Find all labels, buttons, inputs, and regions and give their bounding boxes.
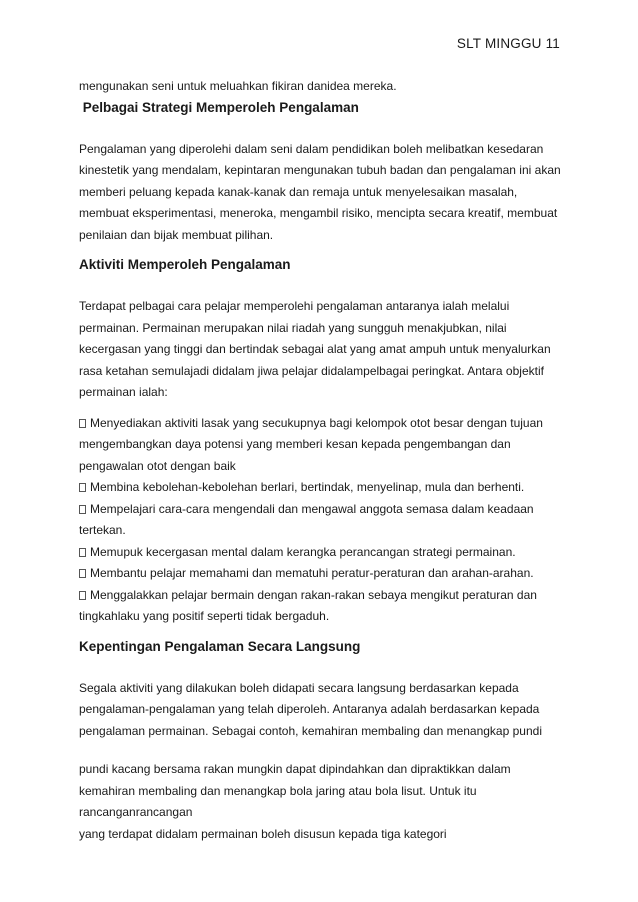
spacer (79, 628, 561, 637)
spacer (79, 118, 561, 139)
paragraph-line: penilaian dan bijak membuat pilihan. (79, 227, 274, 242)
missing-glyph-icon (79, 569, 86, 578)
list-item-cont: mengembangkan daya potensi yang memberi kesan kepada pengembangan dan (79, 437, 511, 451)
list-item: Menyediakan aktiviti lasak yang secukupnya bagi kelompok otot besar dengan tujuan (79, 413, 561, 435)
list-item: Menggalakkan pelajar bermain dengan rakan-rakan sebaya mengikut peraturan dan (79, 585, 561, 607)
document-body (79, 76, 561, 845)
section2-heading: Aktiviti Memperoleh Pengalaman (79, 257, 291, 272)
paragraph-line: permainan. Permainan merupakan nilai riadah yang sungguh menakjubkan, nilai (79, 320, 507, 335)
paragraph-line: pengalaman-pengalaman yang telah diperoleh. Antaranya adalah berdasarkan kepada (79, 702, 540, 716)
section3-paragraph (79, 678, 561, 743)
list-item: Mempelajari cara-cara mengendali dan mengawal anggota semasa dalam keadaan (79, 499, 561, 521)
paragraph-line: rasa ketahan semulajadi didalam jiwa pelajar didalampelbagai peringkat. Antara objektif (79, 363, 544, 378)
missing-glyph-icon (79, 505, 86, 514)
paragraph-line: yang terdapat didalam permainan boleh disusun kepada tiga kategori (79, 826, 447, 841)
list-item: Membantu pelajar memahami dan mematuhi peratur-peraturan dan arahan-arahan. (79, 563, 561, 585)
paragraph-line: Segala aktiviti yang dilakukan boleh didapati secara langsung berdasarkan kepada (79, 680, 519, 695)
paragraph-line: kecergasan yang tinggi dan bertindak sebagai alat yang amat ampuh untuk menyalurkan (79, 342, 551, 356)
paragraph-line: Pengalaman yang diperolehi dalam seni dalam pendidikan boleh melibatkan kesedaran (79, 141, 544, 156)
paragraph-line: kemahiran membaling dan menangkap bola jaring atau bola lisut. Untuk itu (79, 783, 477, 798)
paragraph-line: membuat eksperimentasi, meneroka, mengambil risiko, mencipta secara kreatif, membuat (79, 206, 558, 220)
paragraph-line: Terdapat pelbagai cara pelajar memperolehi pengalaman antaranya ialah melalui (79, 299, 510, 313)
list-item-cont: tertekan. (79, 523, 126, 537)
spacer (79, 742, 561, 759)
paragraph-line: pengalaman permainan. Sebagai contoh, kemahiran membaling dan menangkap pundi (79, 723, 542, 738)
intro-line: mengunakan seni untuk meluahkan fikiran danidea mereka. (79, 79, 397, 93)
section2-paragraph (79, 296, 561, 404)
paragraph-line: rancanganrancangan (79, 805, 193, 819)
list-item: Membina kebolehan-kebolehan berlari, bertindak, menyelinap, mula dan berhenti. (79, 477, 561, 499)
missing-glyph-icon (79, 419, 86, 428)
missing-glyph-icon (79, 591, 86, 600)
section1-paragraph (79, 139, 561, 247)
section3-paragraph-continued (79, 759, 561, 845)
list-item-cont: tingkahlaku yang positif seperti tidak bergaduh. (79, 609, 330, 623)
paragraph-line: permainan ialah: (79, 385, 168, 399)
page-header: SLT MINGGU 11 (456, 36, 560, 51)
spacer (79, 404, 561, 413)
missing-glyph-icon (79, 483, 86, 492)
section3-heading: Kepentingan Pengalaman Secara Langsung (79, 638, 361, 654)
paragraph-line: memberi peluang kepada kanak-kanak dan remaja untuk menyelesaikan masalah, (79, 184, 518, 199)
spacer (79, 275, 561, 296)
spacer (79, 657, 561, 678)
spacer (79, 246, 561, 255)
list-item: Memupuk kecergasan mental dalam kerangka perancangan strategi permainan. (79, 542, 561, 564)
objective-list (79, 413, 561, 628)
paragraph-line: kinestetik yang mendalam, kepintaran mengunakan tubuh badan dan pengalaman ini akan (79, 163, 561, 177)
paragraph-line: pundi kacang bersama rakan mungkin dapat dipindahkan dan dipraktikkan dalam (79, 762, 511, 776)
section1-heading: Pelbagai Strategi Memperoleh Pengalaman (79, 99, 359, 115)
missing-glyph-icon (79, 548, 86, 557)
list-item-cont: pengawalan otot dengan baik (79, 458, 236, 473)
